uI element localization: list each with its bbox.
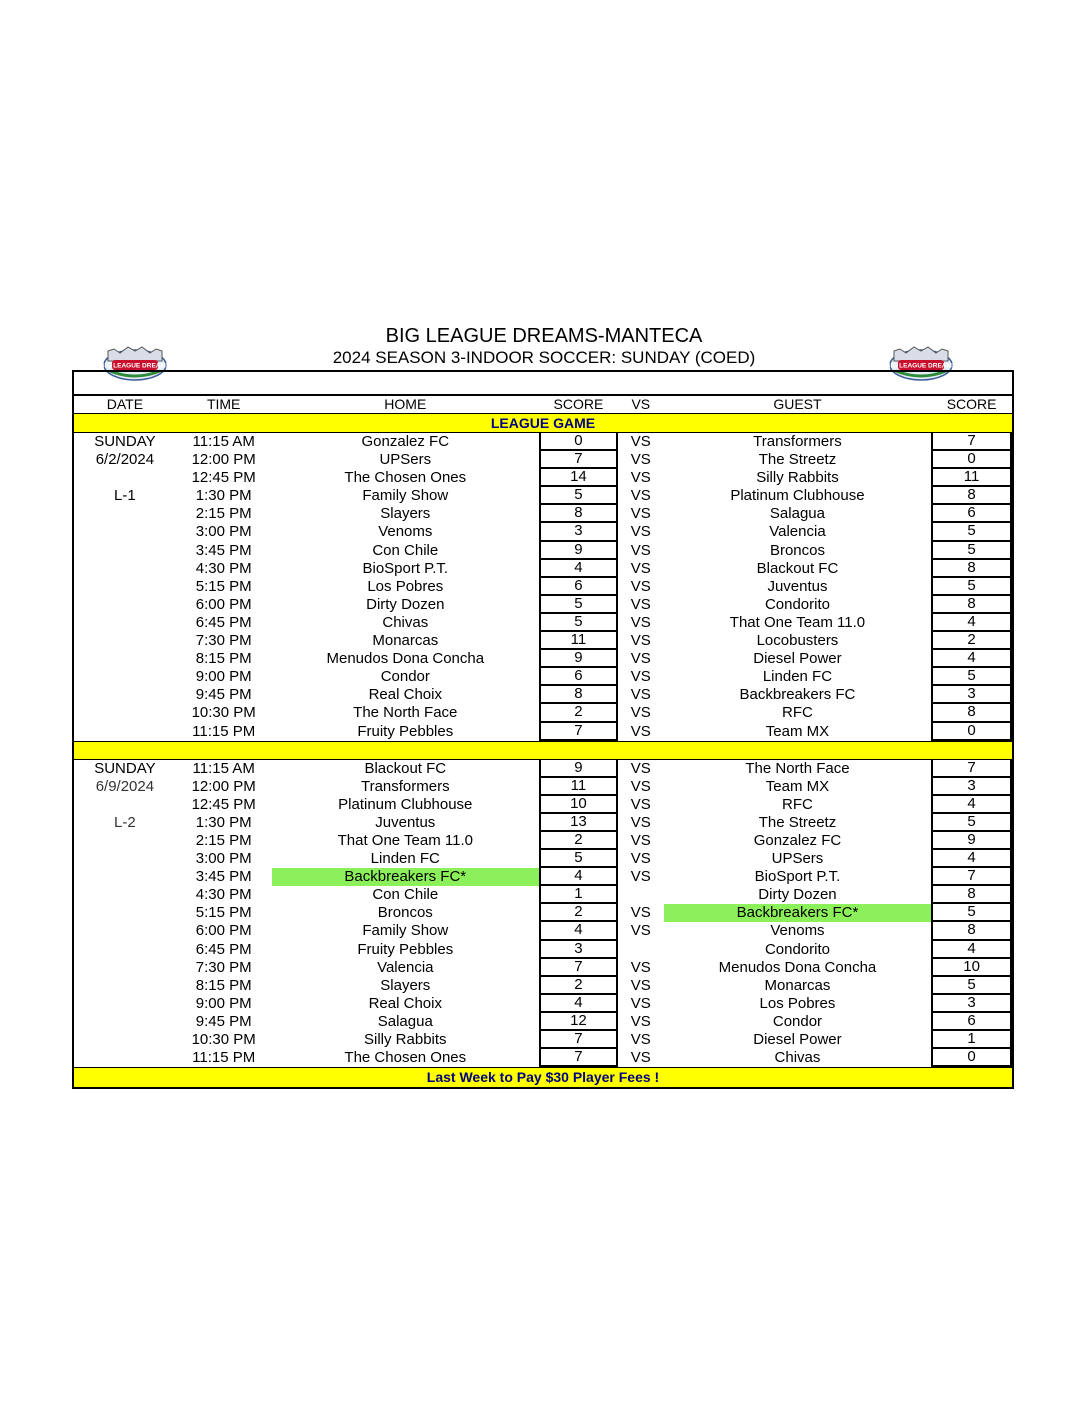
vs-cell: VS [630,759,651,777]
table-row [74,704,1012,722]
time-cell: 6:00 PM [195,595,252,613]
guest-team-cell: RFC [782,795,813,813]
table-row [74,523,1012,541]
date-cell: SUNDAY [94,759,156,777]
home-team-cell: Valencia [377,958,434,976]
guest-score-cell: 8 [931,922,1012,940]
date-cell [74,941,176,959]
home-score-cell: 2 [539,704,618,722]
time-cell: 9:00 PM [195,994,252,1012]
guest-team-cell: Monarcas [764,976,831,994]
vs-cell: VS [630,777,651,795]
guest-team-cell: Condorito [764,940,830,958]
guest-team-cell: Diesel Power [753,1031,842,1048]
header-date: DATE [106,396,144,412]
guest-team-cell: Menudos Dona Concha [718,958,877,976]
guest-score-cell: 6 [931,1013,1012,1031]
home-team-cell: Slayers [380,976,431,994]
home-team-cell: Real Choix [368,994,442,1012]
home-score-cell: 9 [539,650,618,668]
home-team-cell: The North Face [353,704,458,722]
home-score-cell: 7 [539,1031,618,1049]
home-score-cell: 13 [539,814,618,832]
home-score-cell: 9 [539,760,618,778]
date-cell [74,868,176,886]
time-cell: 3:45 PM [195,868,252,886]
vs-cell [618,886,664,904]
home-score-cell: 7 [539,1049,618,1067]
date-cell [74,650,176,668]
home-score-cell: 5 [539,614,618,632]
home-score-cell: 11 [539,778,618,796]
table-row [74,832,1012,850]
guest-score-cell: 9 [931,832,1012,850]
svg-text:BIG LEAGUE DREAMS: BIG LEAGUE DREAMS [100,362,170,370]
guest-team-cell: Blackout FC [756,559,839,577]
home-score-cell: 4 [539,868,618,886]
time-cell: 6:00 PM [195,922,252,940]
guest-score-cell: 8 [931,487,1012,505]
guest-score-cell: 11 [931,469,1012,487]
date-cell [74,977,176,995]
table-row [74,505,1012,523]
guest-score-cell: 10 [931,959,1012,977]
date-cell [74,850,176,868]
table-row [74,686,1012,704]
time-cell: 6:45 PM [195,613,252,631]
home-score-cell: 9 [539,542,618,560]
date-cell [74,505,176,523]
vs-cell [618,941,664,959]
home-score-cell: 3 [539,941,618,959]
vs-cell: VS [630,1049,651,1067]
home-team-cell: Monarcas [372,632,439,650]
guest-score-cell: 8 [931,560,1012,578]
date-cell [74,1049,176,1067]
vs-cell: VS [630,850,651,868]
guest-score-cell: 8 [931,596,1012,614]
home-team-cell: Broncos [377,904,433,922]
guest-team-cell: That One Team 11.0 [729,613,866,631]
vs-cell: VS [630,632,651,650]
time-cell: 6:45 PM [195,940,252,958]
guest-score-cell: 3 [931,995,1012,1013]
home-score-cell: 5 [539,487,618,505]
guest-score-cell: 5 [931,542,1012,560]
table-row [74,451,1012,469]
vs-cell: VS [630,469,651,487]
table-row [74,560,1012,578]
date-cell: 6/2/2024 [95,451,155,469]
guest-score-cell: 4 [931,614,1012,632]
vs-cell: VS [630,523,651,541]
guest-team-cell: Platinum Clubhouse [730,487,865,505]
home-score-cell: 11 [539,632,618,650]
home-score-cell: 2 [539,977,618,995]
date-cell: L-1 [114,487,136,505]
column-header-row [74,396,1012,413]
home-team-cell: Con Chile [372,541,439,559]
home-team-cell: Blackout FC [364,759,447,777]
header-time: TIME [206,396,241,412]
guest-score-cell: 4 [931,796,1012,814]
time-cell: 3:45 PM [195,541,252,559]
guest-score-cell: 6 [931,505,1012,523]
vs-cell: VS [630,613,651,631]
guest-team-cell: Condorito [764,595,830,613]
home-team-cell: Linden FC [370,850,440,868]
guest-team-cell: Valencia [769,523,826,541]
time-cell: 11:15 AM [192,759,255,777]
time-cell: 11:15 AM [192,433,255,450]
home-score-cell: 10 [539,796,618,814]
guest-team-cell: Diesel Power [753,650,842,668]
date-cell [74,704,176,722]
guest-team-cell: Salagua [769,505,825,523]
vs-cell: VS [630,541,651,559]
home-score-cell: 7 [539,451,618,469]
time-cell: 4:30 PM [195,559,252,577]
guest-score-cell: 7 [931,433,1012,451]
table-row [74,632,1012,650]
table-row [74,596,1012,614]
home-team-cell: That One Team 11.0 [337,831,473,849]
home-score-cell: 3 [539,523,618,541]
week1-games [74,433,1012,741]
table-row [74,977,1012,995]
home-team-cell: Real Choix [368,686,442,704]
home-score-cell: 5 [539,596,618,614]
vs-cell: VS [630,559,651,577]
vs-cell: VS [630,704,651,722]
date-cell [74,832,176,850]
guest-score-cell: 4 [931,850,1012,868]
guest-team-cell: Team MX [765,722,830,740]
table-row [74,904,1012,922]
home-score-cell: 6 [539,578,618,596]
time-cell: 11:15 PM [192,1049,256,1067]
table-row [74,959,1012,977]
date-cell [74,886,176,904]
guest-team-cell: BioSport P.T. [754,868,841,886]
time-cell: 2:15 PM [195,505,252,523]
time-cell: 3:00 PM [195,523,252,541]
time-cell: 3:00 PM [195,850,252,868]
vs-cell: VS [630,904,651,922]
guest-team-cell: Backbreakers FC [739,686,856,704]
date-cell [74,995,176,1013]
guest-score-cell: 0 [931,451,1012,469]
guest-score-cell: 4 [931,941,1012,959]
home-team-cell: Slayers [380,505,431,523]
separator-band [74,741,1012,760]
date-cell: L-2 [114,813,136,831]
vs-cell: VS [630,577,651,595]
vs-cell: VS [630,795,651,813]
home-score-cell: 14 [539,469,618,487]
table-row [74,1049,1012,1067]
table-row [74,922,1012,940]
home-team-cell: The Chosen Ones [344,469,467,487]
home-team-cell: Salagua [377,1012,433,1030]
guest-team-cell: Linden FC [762,668,833,686]
date-cell [74,922,176,940]
vs-cell: VS [630,1012,651,1030]
guest-team-cell: Dirty Dozen [758,886,837,904]
guest-team-cell: Chivas [774,1049,821,1067]
guest-team-cell: Transformers [753,433,842,450]
home-team-cell: Chivas [382,613,429,631]
table-row [74,650,1012,668]
week2-games [74,760,1012,1068]
date-cell [74,796,176,814]
date-cell [74,542,176,560]
home-team-cell: Platinum Clubhouse [338,795,473,813]
guest-team-cell: UPSers [771,850,824,868]
guest-team-cell: RFC [782,704,813,722]
vs-cell: VS [630,722,651,740]
time-cell: 12:45 PM [191,795,256,813]
home-score-cell: 2 [539,904,618,922]
guest-score-cell: 3 [931,686,1012,704]
guest-score-cell: 5 [931,904,1012,922]
home-team-cell: Los Pobres [367,577,444,595]
home-team-cell: Silly Rabbits [364,1031,447,1048]
guest-score-cell: 0 [931,723,1012,741]
table-row [74,1013,1012,1031]
guest-score-cell: 8 [931,704,1012,722]
guest-score-cell: 4 [931,650,1012,668]
home-team-cell: Juventus [375,813,436,831]
table-row [74,487,1012,505]
time-cell: 10:30 PM [191,704,256,722]
table-row [74,668,1012,686]
header-vs: VS [631,396,651,412]
guest-team-cell: Condor [772,1012,823,1030]
vs-cell: VS [630,686,651,704]
home-team-cell: Transformers [360,777,450,795]
table-row [74,778,1012,796]
date-cell [74,614,176,632]
home-score-cell: 7 [539,959,618,977]
vs-cell: VS [630,831,651,849]
guest-score-cell: 5 [931,578,1012,596]
date-cell [74,904,176,922]
table-row [74,995,1012,1013]
table-row [74,469,1012,487]
home-score-cell: 7 [539,723,618,741]
table-row [74,760,1012,778]
time-cell: 1:30 PM [195,487,252,505]
vs-cell: VS [630,595,651,613]
home-team-cell: Backbreakers FC* [272,868,539,886]
time-cell: 7:30 PM [195,958,252,976]
guest-team-cell: The Streetz [758,813,837,831]
date-cell [74,523,176,541]
date-cell [74,469,176,487]
home-score-cell: 4 [539,995,618,1013]
guest-score-cell: 5 [931,814,1012,832]
guest-score-cell: 5 [931,523,1012,541]
header-home: HOME [384,396,427,412]
vs-cell: VS [630,868,651,886]
table-row [74,614,1012,632]
vs-cell: VS [630,668,651,686]
page-title: BIG LEAGUE DREAMS-MANTECA [385,325,703,347]
time-cell: 10:30 PM [191,1031,256,1048]
date-cell: 6/9/2024 [95,777,155,795]
home-score-cell: 1 [539,886,618,904]
vs-cell: VS [630,650,651,668]
home-team-cell: Family Show [362,922,449,940]
guest-team-cell: Locobusters [756,632,839,650]
date-cell [74,1031,176,1049]
table-row [74,868,1012,886]
home-team-cell: Dirty Dozen [366,595,445,613]
league-game-band: LEAGUE GAME [74,413,1012,433]
guest-score-cell: 7 [931,868,1012,886]
home-score-cell: 4 [539,922,618,940]
vs-cell: VS [630,451,651,469]
vs-cell: VS [630,813,651,831]
home-score-cell: 8 [539,505,618,523]
time-cell: 12:00 PM [191,451,256,469]
vs-cell: VS [630,433,651,450]
home-team-cell: UPSers [379,451,432,469]
table-row [74,433,1012,451]
guest-team-cell: Backbreakers FC* [664,904,931,922]
vs-cell: VS [630,922,651,940]
blank-top-row [74,372,1012,396]
time-cell: 5:15 PM [195,904,252,922]
vs-cell: VS [630,505,651,523]
guest-score-cell: 5 [931,977,1012,995]
date-cell [74,578,176,596]
vs-cell: VS [630,958,651,976]
home-score-cell: 8 [539,686,618,704]
guest-team-cell: Broncos [769,541,825,559]
date-cell [74,668,176,686]
home-team-cell: Con Chile [372,886,439,904]
table-row [74,1031,1012,1049]
svg-text:BIG LEAGUE DREAMS: BIG LEAGUE DREAMS [886,362,956,370]
home-score-cell: 0 [539,433,618,451]
home-score-cell: 4 [539,560,618,578]
time-cell: 7:30 PM [195,632,252,650]
time-cell: 11:15 PM [192,722,256,740]
time-cell: 12:45 PM [191,469,256,487]
home-team-cell: BioSport P.T. [362,559,449,577]
time-cell: 1:30 PM [195,813,252,831]
home-score-cell: 2 [539,832,618,850]
guest-team-cell: Gonzalez FC [753,831,842,849]
home-team-cell: Venoms [378,523,433,541]
date-cell [74,723,176,741]
time-cell: 2:15 PM [195,831,252,849]
date-cell [74,959,176,977]
guest-score-cell: 3 [931,778,1012,796]
date-cell: SUNDAY [94,433,156,450]
time-cell: 8:15 PM [195,650,252,668]
date-cell [74,632,176,650]
guest-score-cell: 1 [931,1031,1012,1049]
table-row [74,723,1012,741]
guest-score-cell: 8 [931,886,1012,904]
guest-team-cell: Silly Rabbits [756,469,839,487]
date-cell [74,596,176,614]
home-team-cell: Menudos Dona Concha [326,650,485,668]
home-team-cell: The Chosen Ones [344,1049,467,1067]
table-row [74,578,1012,596]
home-team-cell: Fruity Pebbles [357,722,454,740]
time-cell: 4:30 PM [195,886,252,904]
home-team-cell: Condor [380,668,430,686]
time-cell: 8:15 PM [195,976,252,994]
time-cell: 9:45 PM [195,686,252,704]
time-cell: 5:15 PM [195,577,252,595]
guest-score-cell: 7 [931,760,1012,778]
table-row [74,850,1012,868]
home-team-cell: Fruity Pebbles [357,940,454,958]
header-guest: GUEST [773,396,822,412]
guest-score-cell: 5 [931,668,1012,686]
time-cell: 9:45 PM [195,1012,252,1030]
guest-team-cell: Venoms [770,922,825,940]
table-row [74,814,1012,832]
table-row [74,886,1012,904]
time-cell: 9:00 PM [195,668,252,686]
vs-cell: VS [630,487,651,505]
table-row [74,941,1012,959]
table-row [74,796,1012,814]
vs-cell: VS [630,976,651,994]
guest-team-cell: Los Pobres [759,994,836,1012]
guest-score-cell: 2 [931,632,1012,650]
header-score-home: SCORE [553,396,604,412]
date-cell [74,686,176,704]
guest-team-cell: Team MX [765,777,830,795]
home-score-cell: 5 [539,850,618,868]
table-row [74,542,1012,560]
schedule-table [72,370,1014,1089]
home-team-cell: Gonzalez FC [361,433,450,450]
guest-team-cell: The North Face [745,759,850,777]
home-score-cell: 6 [539,668,618,686]
guest-score-cell: 0 [931,1049,1012,1067]
guest-team-cell: The Streetz [758,451,837,469]
home-score-cell: 12 [539,1013,618,1031]
guest-team-cell: Juventus [767,577,828,595]
vs-cell: VS [630,994,651,1012]
date-cell [74,1013,176,1031]
date-cell [74,560,176,578]
time-cell: 12:00 PM [191,777,256,795]
header-score-guest: SCORE [946,396,997,412]
home-team-cell: Family Show [362,487,449,505]
footer-notice: Last Week to Pay $30 Player Fees ! [74,1067,1012,1087]
vs-cell: VS [630,1031,651,1048]
page-subtitle: 2024 SEASON 3-INDOOR SOCCER: SUNDAY (COED) [332,348,756,367]
